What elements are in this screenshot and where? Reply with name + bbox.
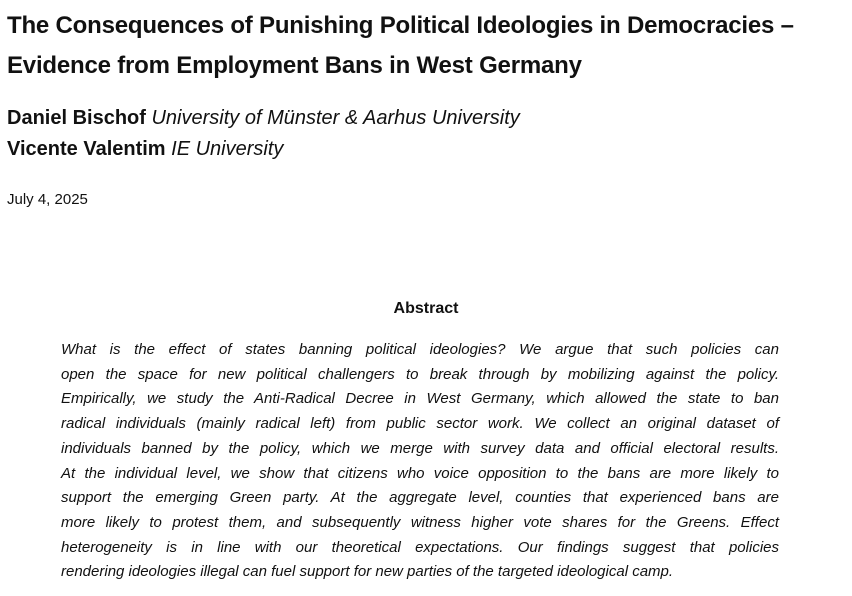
abstract-body [61, 338, 779, 585]
abstract-heading: Abstract [393, 300, 459, 317]
abstract-line: What is the effect of states banning political ideologies? We argue that such policies can [61, 341, 779, 358]
paper-title [7, 6, 842, 86]
title-line: The Consequences of Punishing Political Ideologies in Democracies – [7, 12, 794, 39]
author-list [7, 103, 842, 165]
abstract-line: open the space for new political challengers to break through by mobilizing against the policy. [61, 365, 779, 383]
abstract-line: At the individual level, we show that citizens who voice opposition to the bans are more likely to [61, 464, 779, 482]
author-entry [7, 134, 842, 165]
publication-date: July 4, 2025 [7, 191, 88, 208]
author-affiliation: University of Münster & Aarhus University [151, 107, 520, 129]
abstract-line: heterogeneity is in line with our theoretical expectations. Our findings suggest that policies [61, 538, 779, 556]
abstract-line: more likely to protest them, and subsequently witness higher vote shares for the Greens. Effect [61, 513, 779, 531]
author-entry [7, 103, 842, 134]
author-name: Vicente Valentim [7, 138, 166, 160]
author-name: Daniel Bischof [7, 107, 146, 129]
author-affiliation: IE University [171, 138, 284, 160]
title-line: Evidence from Employment Bans in West Germany [7, 52, 582, 79]
abstract-line: radical individuals (mainly radical left) from public sector work. We collect an original dataset of [61, 415, 779, 433]
abstract-line: rendering ideologies illegal can fuel support for new parties of the targeted ideological camp. [61, 563, 674, 581]
abstract-line: support the emerging Green party. At the aggregate level, counties that experienced bans are [61, 489, 779, 507]
abstract-line: individuals banned by the policy, which we merge with survey data and official electoral results. [61, 439, 779, 457]
abstract-line: Empirically, we study the Anti-Radical Decree in West Germany, which allowed the state to ban [61, 390, 779, 408]
